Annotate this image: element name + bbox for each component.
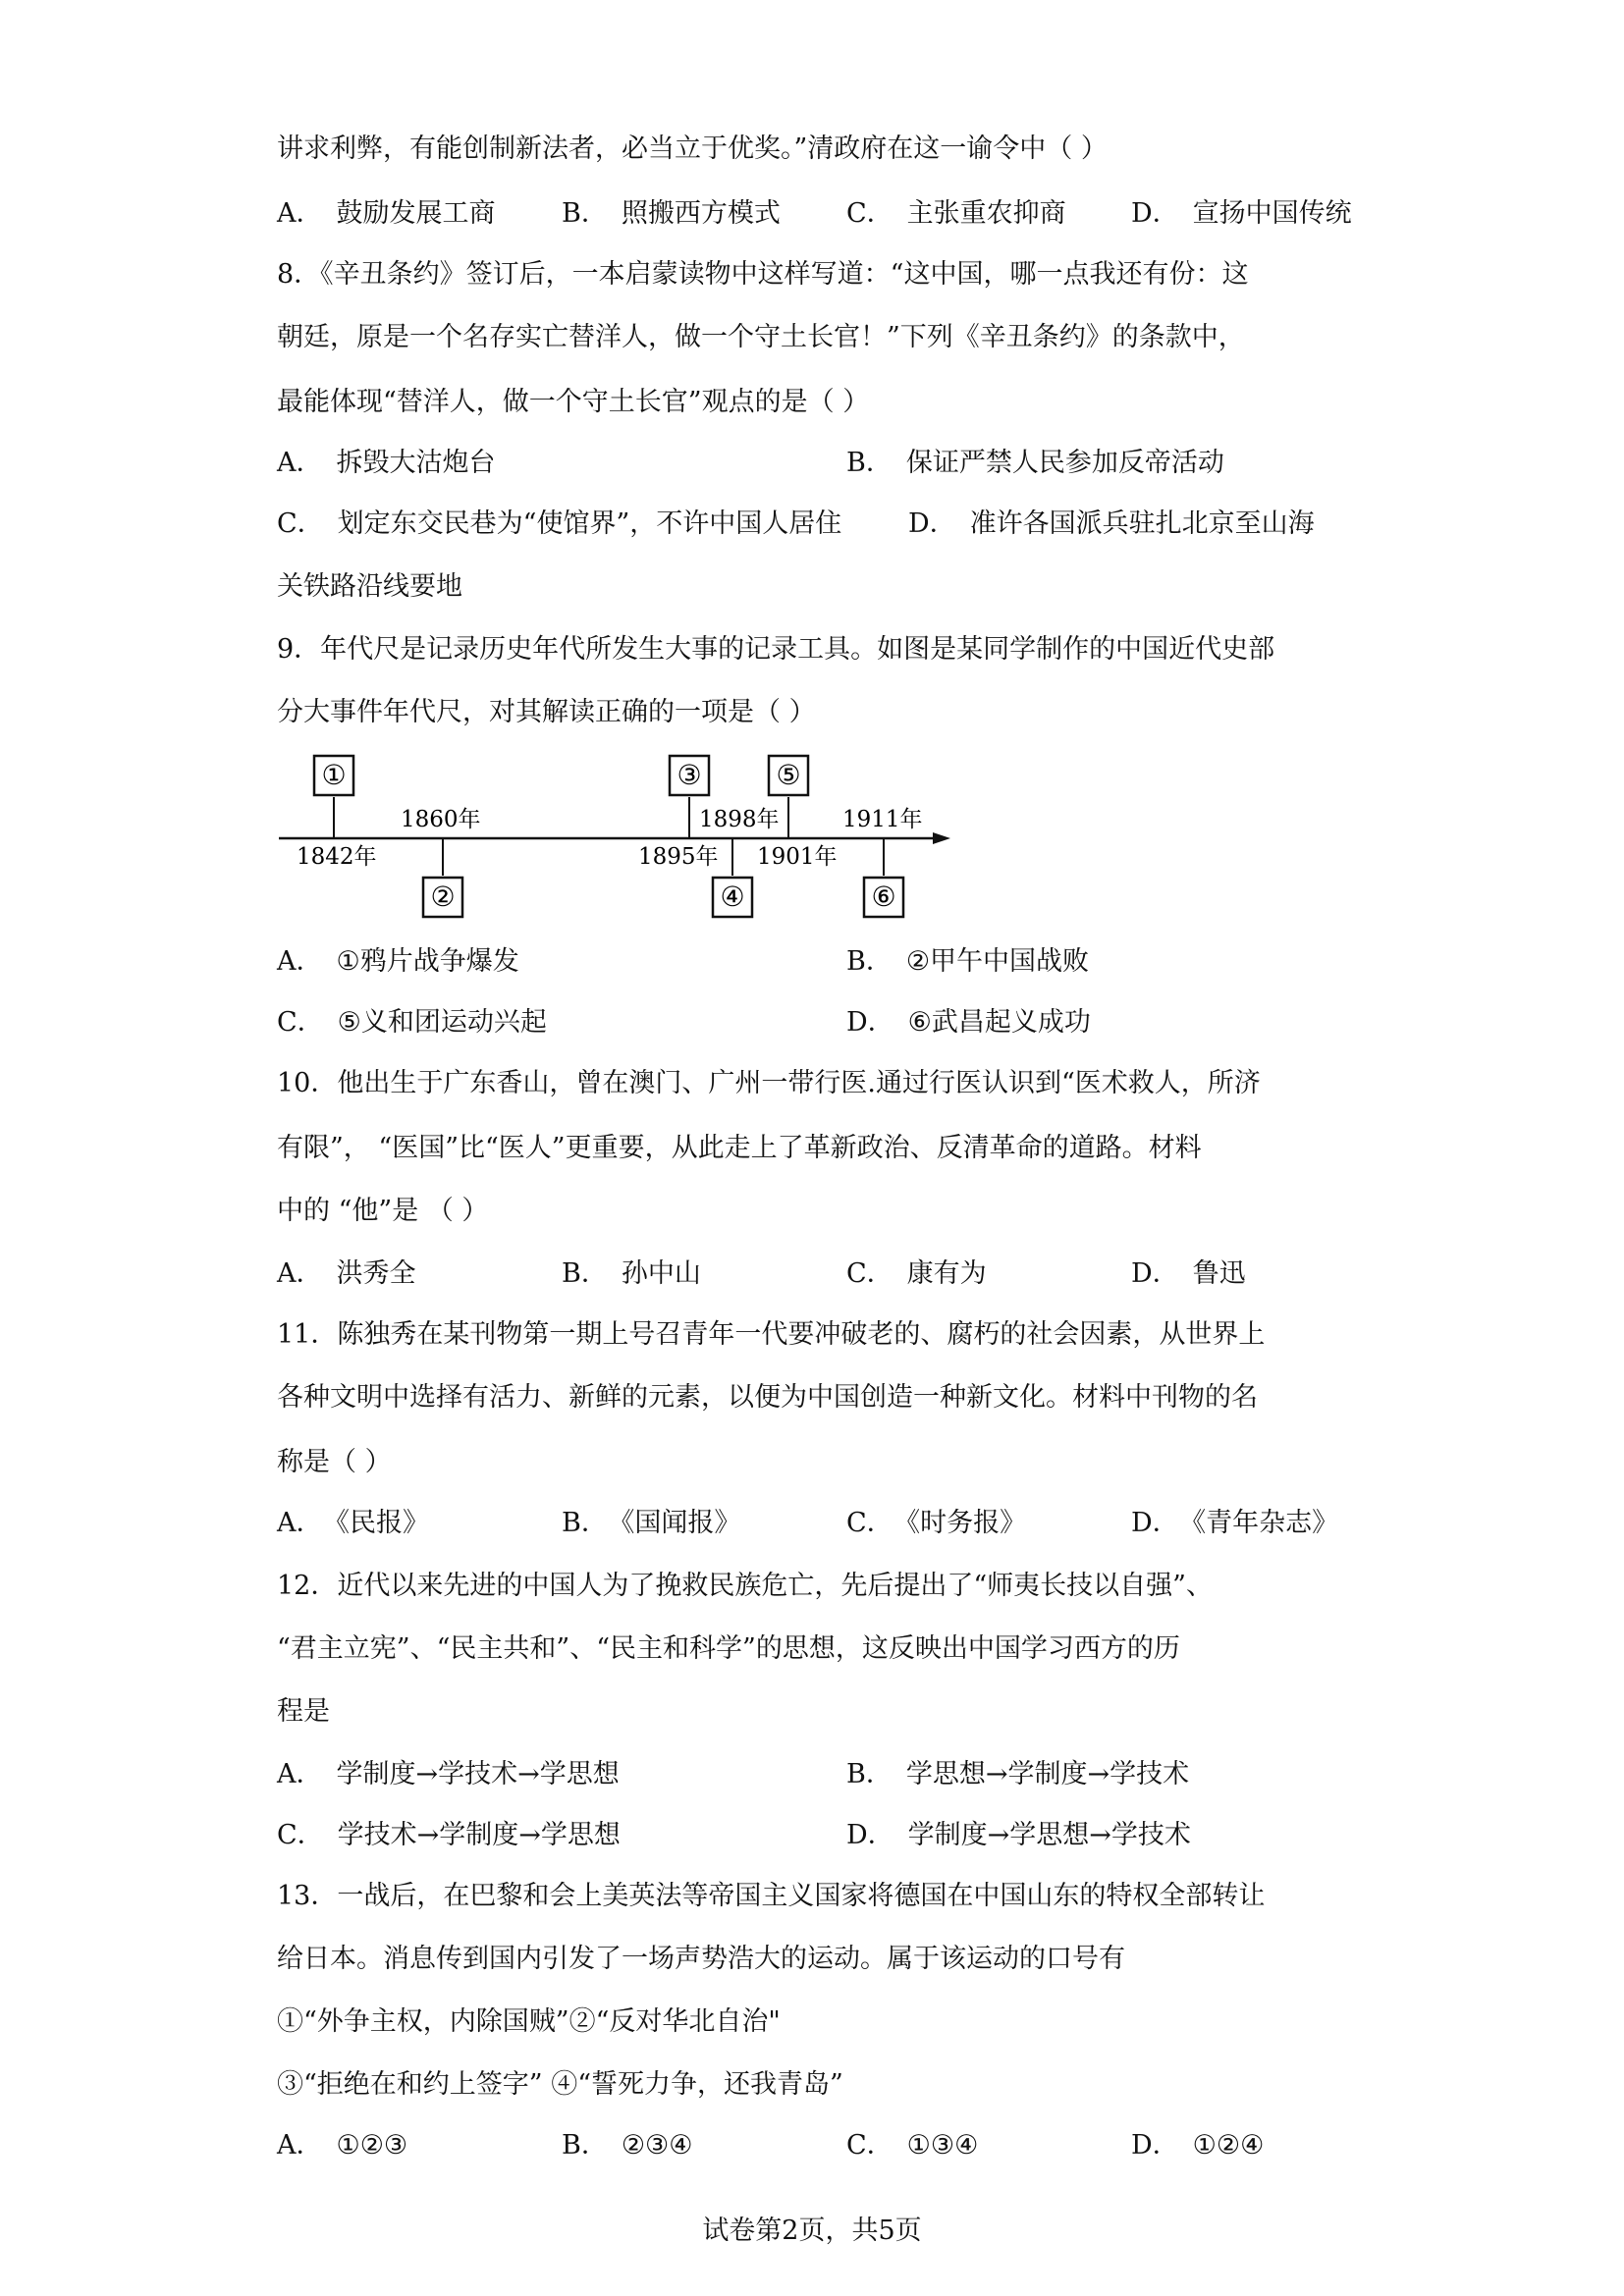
question-8-line: 最能体现“替洋人，做一个守土长官”观点的是（ ）	[277, 387, 870, 417]
option-b: B． 保证严禁人民参加反帝活动	[846, 448, 1224, 478]
question-8-line: 朝廷，原是一个名存实亡替洋人，做一个守土长官！”下列《辛丑条约》的条款中，	[277, 322, 1245, 352]
option-d: D． 准许各国派兵驻扎北京至山海	[908, 508, 1315, 539]
option-b: B． 《国闻报》	[562, 1508, 741, 1538]
timeline-marker-label: ③	[677, 759, 702, 791]
question-12-line: 程是	[277, 1696, 330, 1727]
question-11-line: 11．陈独秀在某刊物第一期上号召青年一代要冲破老的、腐朽的社会因素，从世界上	[277, 1319, 1266, 1350]
question-11-line: 各种文明中选择有活力、新鲜的元素，以便为中国创造一种新文化。材料中刊物的名	[277, 1382, 1258, 1413]
option-b: B． ②③④	[562, 2130, 693, 2161]
option-a: A． ①②③	[277, 2130, 408, 2161]
question-12-line: 12．近代以来先进的中国人为了挽救民族危亡，先后提出了“师夷长技以自强”、	[277, 1571, 1213, 1601]
option-b: B． 孙中山	[562, 1258, 701, 1289]
option-a: A． ①鸦片战争爆发	[277, 946, 519, 977]
question-13-line: 13．一战后，在巴黎和会上美英法等帝国主义国家将德国在中国山东的特权全部转让	[277, 1881, 1266, 1911]
question-9-line: 分大事件年代尺，对其解读正确的一项是（ ）	[277, 697, 816, 727]
option-d: D． 《青年杂志》	[1131, 1508, 1339, 1538]
option-b: B． 学思想→学制度→学技术	[846, 1759, 1190, 1789]
timeline-figure	[273, 738, 960, 934]
option-c: C． 主张重农抑商	[846, 198, 1066, 229]
question-9-line: 9．年代尺是记录历史年代所发生大事的记录工具。如图是某同学制作的中国近代史部	[277, 634, 1275, 665]
page-footer: 试卷第2页，共5页	[702, 2216, 922, 2246]
option-b: B． ②甲午中国战败	[846, 946, 1090, 977]
timeline-marker-label: ⑥	[871, 881, 896, 913]
timeline-year-label: 1898年	[699, 807, 780, 832]
timeline-year-label: 1842年	[297, 844, 377, 870]
question-13-line: ③“拒绝在和约上签字” ④“誓死力争，还我青岛”	[277, 2069, 843, 2100]
timeline-marker-label: ④	[720, 881, 745, 913]
timeline-year-label: 1860年	[401, 807, 481, 832]
question-12-line: “君主立宪”、“民主共和”、“民主和科学”的思想，这反映出中国学习西方的历	[277, 1633, 1180, 1664]
option-c: C． 康有为	[846, 1258, 987, 1289]
option-a: A． 洪秀全	[277, 1258, 416, 1289]
question-10-line: 10．他出生于广东香山，曾在澳门、广州一带行医.通过行医认识到“医术救人，所济	[277, 1068, 1261, 1098]
timeline-year-label: 1911年	[842, 807, 923, 832]
option-d: D． 学制度→学思想→学技术	[846, 1820, 1191, 1850]
option-a: A． 《民报》	[277, 1508, 429, 1538]
option-a: A． 拆毁大沽炮台	[277, 448, 496, 478]
option-c: C． 学技术→学制度→学思想	[277, 1820, 621, 1850]
timeline-marker-label: ②	[430, 881, 456, 913]
timeline-year-label: 1895年	[638, 844, 719, 870]
question-13-line: ①“外争主权，内除国贼”②“反对华北自治"	[277, 2006, 781, 2037]
question-11-line: 称是（ ）	[277, 1447, 392, 1477]
timeline-arrowhead	[933, 832, 950, 844]
option-c: C． 《时务报》	[846, 1508, 1027, 1538]
option-c: C． ①③④	[846, 2130, 979, 2161]
timeline-svg	[273, 738, 960, 934]
option-c: C． 划定东交民巷为“使馆界”，不许中国人居住	[277, 508, 842, 539]
question-8-line: 关铁路沿线要地	[277, 571, 462, 602]
timeline-marker-label: ①	[321, 759, 347, 791]
option-d: D． ⑥武昌起义成功	[846, 1007, 1091, 1038]
question-13-line: 给日本。消息传到国内引发了一场声势浩大的运动。属于该运动的口号有	[277, 1944, 1125, 1974]
option-a: A． 鼓励发展工商	[277, 198, 496, 229]
timeline-marker-label: ⑤	[776, 759, 801, 791]
option-b: B． 照搬西方模式	[562, 198, 781, 229]
question-text-line: 讲求利弊，有能创制新法者，必当立于优奖。”清政府在这一谕令中（ ）	[277, 133, 1108, 164]
question-10-line: 中的 “他”是 （ ）	[277, 1196, 489, 1226]
question-10-line: 有限”， “医国”比“医人”更重要，从此走上了革新政治、反清革命的道路。材料	[277, 1133, 1202, 1163]
timeline-year-label: 1901年	[757, 844, 838, 870]
option-c: C． ⑤义和团运动兴起	[277, 1007, 547, 1038]
option-d: D． ①②④	[1131, 2130, 1265, 2161]
option-a: A． 学制度→学技术→学思想	[277, 1759, 620, 1789]
option-d: D． 宣扬中国传统	[1131, 198, 1352, 229]
question-8-line: 8．《辛丑条约》签订后，一本启蒙读物中这样写道：“这中国，哪一点我还有份：这	[277, 259, 1249, 290]
option-d: D． 鲁迅	[1131, 1258, 1246, 1289]
